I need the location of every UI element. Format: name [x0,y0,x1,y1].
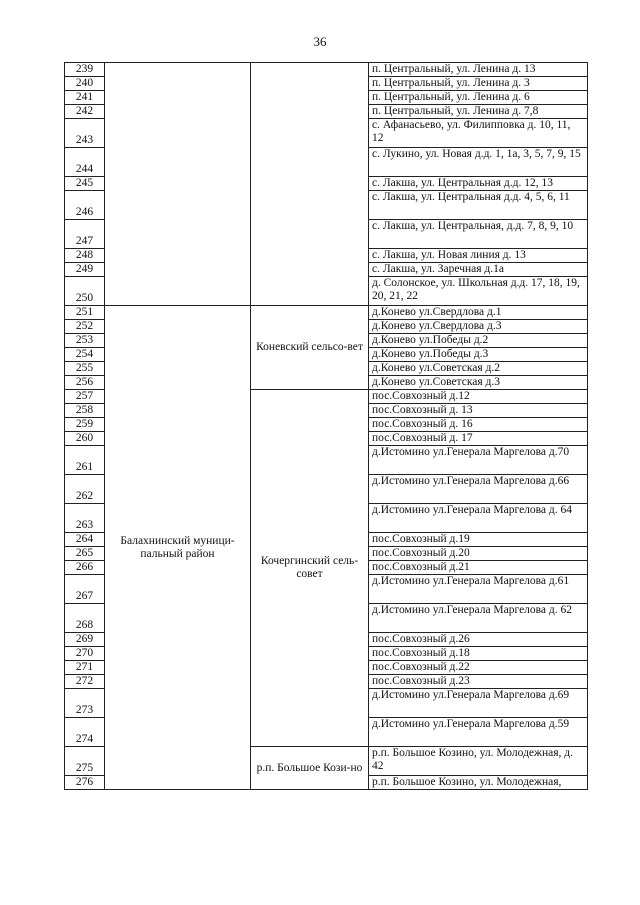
address-cell: д.Истомино ул.Генерала Маргелова д.70 [369,446,588,475]
row-number: 257 [65,390,105,404]
row-number: 254 [65,348,105,362]
address-table [64,62,588,790]
address-cell: п. Центральный, ул. Ленина д. 6 [369,91,588,105]
table-row [65,63,588,77]
address-cell: д.Истомино ул.Генерала Маргелова д.59 [369,718,588,747]
row-number: 251 [65,306,105,320]
address-cell: д.Конево ул.Советская д.3 [369,376,588,390]
address-cell: пос.Совхозный д.26 [369,633,588,647]
district-cell [105,63,251,306]
address-cell: с. Лакша, ул. Центральная, д.д. 7, 8, 9, 10 [369,220,588,249]
row-number: 270 [65,647,105,661]
row-number: 245 [65,177,105,191]
row-number: 272 [65,675,105,689]
row-number: 256 [65,376,105,390]
row-number: 249 [65,263,105,277]
page-number: 36 [313,34,327,49]
address-cell: д.Истомино ул.Генерала Маргелова д. 62 [369,604,588,633]
row-number: 268 [65,604,105,633]
address-cell: п. Центральный, ул. Ленина д. 13 [369,63,588,77]
address-cell: д.Истомино ул.Генерала Маргелова д.66 [369,475,588,504]
address-cell: д.Конево ул.Свердлова д.3 [369,320,588,334]
district-cell: Балахнинский муници-пальный район [105,306,251,790]
row-number: 243 [65,119,105,148]
address-cell: с. Лакша, ул. Заречная д.1а [369,263,588,277]
address-cell: п. Центральный, ул. Ленина д. 3 [369,77,588,91]
row-number: 264 [65,533,105,547]
table-row [65,306,588,320]
address-cell: пос.Совхозный д.20 [369,547,588,561]
address-cell: д.Истомино ул.Генерала Маргелова д. 64 [369,504,588,533]
row-number: 269 [65,633,105,647]
address-cell: с. Лакша, ул. Центральная д.д. 4, 5, 6, 11 [369,191,588,220]
settlement-cell: Кочергинский сель-совет [251,390,369,747]
row-number: 239 [65,63,105,77]
row-number: 273 [65,689,105,718]
address-cell: пос.Совхозный д.19 [369,533,588,547]
row-number: 248 [65,249,105,263]
address-cell: пос.Совхозный д.23 [369,675,588,689]
address-cell: д. Солонское, ул. Школьная д.д. 17, 18, 19, 20, 21, 22 [369,277,588,306]
row-number: 258 [65,404,105,418]
address-cell: пос.Совхозный д. 17 [369,432,588,446]
address-cell: с. Лакша, ул. Новая линия д. 13 [369,249,588,263]
address-cell: д.Конево ул.Советская д.2 [369,362,588,376]
row-number: 250 [65,277,105,306]
address-cell: д.Конево ул.Свердлова д.1 [369,306,588,320]
address-cell: д.Истомино ул.Генерала Маргелова д.61 [369,575,588,604]
address-cell: с. Лукино, ул. Новая д.д. 1, 1а, 3, 5, 7, 9, 15 [369,148,588,177]
row-number: 255 [65,362,105,376]
row-number: 274 [65,718,105,747]
address-cell: д.Истомино ул.Генерала Маргелова д.69 [369,689,588,718]
settlement-cell: Коневский сельсо-вет [251,306,369,390]
row-number: 253 [65,334,105,348]
address-cell: д.Конево ул.Победы д.3 [369,348,588,362]
address-cell: д.Конево ул.Победы д.2 [369,334,588,348]
settlement-cell [251,63,369,306]
row-number: 247 [65,220,105,249]
row-number: 262 [65,475,105,504]
row-number: 240 [65,77,105,91]
address-cell: с. Лакша, ул. Центральная д.д. 12, 13 [369,177,588,191]
row-number: 261 [65,446,105,475]
row-number: 263 [65,504,105,533]
address-cell: пос.Совхозный д. 13 [369,404,588,418]
row-number: 265 [65,547,105,561]
address-cell: пос.Совхозный д.12 [369,390,588,404]
row-number: 241 [65,91,105,105]
row-number: 267 [65,575,105,604]
address-cell: п. Центральный, ул. Ленина д. 7,8 [369,105,588,119]
address-cell: пос.Совхозный д.22 [369,661,588,675]
address-cell: р.п. Большое Козино, ул. Молодежная, д. 42 [369,747,588,776]
address-cell: р.п. Большое Козино, ул. Молодежная, [369,776,588,790]
row-number: 252 [65,320,105,334]
row-number: 275 [65,747,105,776]
address-table-body [65,63,588,790]
row-number: 246 [65,191,105,220]
row-number: 244 [65,148,105,177]
row-number: 242 [65,105,105,119]
row-number: 266 [65,561,105,575]
settlement-cell: р.п. Большое Кози-но [251,747,369,790]
address-cell: пос.Совхозный д. 16 [369,418,588,432]
address-cell: пос.Совхозный д.21 [369,561,588,575]
row-number: 271 [65,661,105,675]
row-number: 259 [65,418,105,432]
row-number: 276 [65,776,105,790]
address-cell: с. Афанасьево, ул. Филипповка д. 10, 11, 12 [369,119,588,148]
address-cell: пос.Совхозный д.18 [369,647,588,661]
row-number: 260 [65,432,105,446]
